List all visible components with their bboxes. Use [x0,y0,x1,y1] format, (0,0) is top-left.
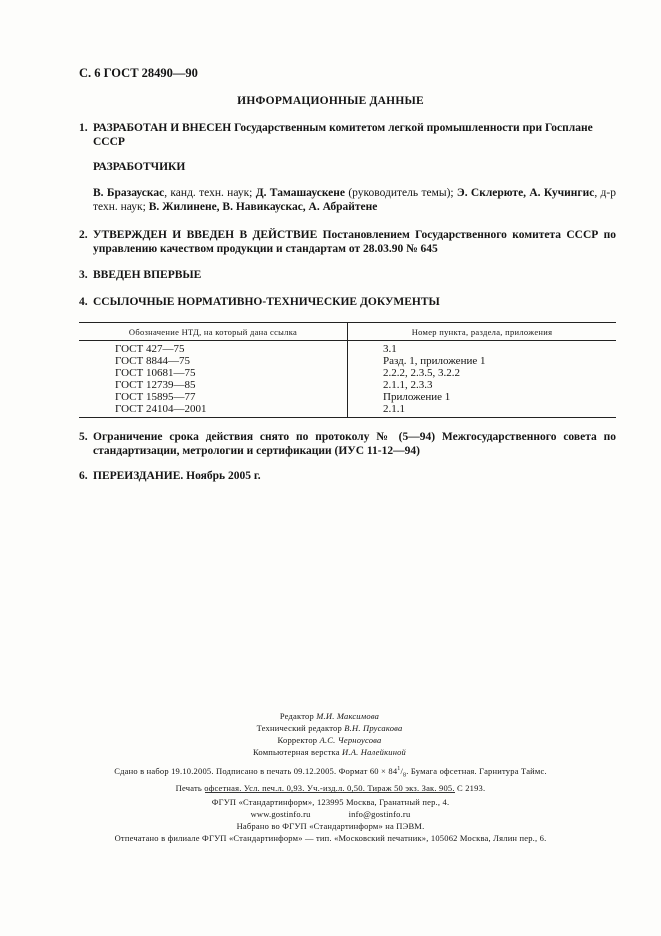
table-cell-designation: ГОСТ 427—75 [79,341,348,356]
developers-list [93,186,616,214]
imprint-divider [205,792,455,793]
section-text: ВВЕДЕН ВПЕРВЫЕ [93,269,202,281]
section-6 [79,469,616,483]
print-line-2: Печать офсетная. Усл. печ.л. 0,93. Уч.-изд.л. 0,50. Тираж 50 экз. Зак. 905. С 2193. [175,782,486,793]
table-cell-clause: Приложение 1 [383,391,451,403]
publisher-info [0,796,661,844]
section-number: 3. [79,269,88,281]
publisher-address: ФГУП «Стандартинформ», 123995 Москва, Гранатный пер., 4. [211,797,450,807]
developer-name: Д. Тамашаускене [255,187,345,199]
table-header-designation: Обозначение НТД, на который дана ссылка [79,323,348,341]
section-lead: УТВЕРЖДЕН И ВВЕДЕН В ДЕЙСТВИЕ [93,229,318,241]
credit-layout [0,746,660,758]
section-text: ПЕРЕИЗДАНИЕ. Ноябрь 2005 г. [93,470,261,482]
table-cell-clause: 2.2.2, 2.3.5, 3.2.2 [383,367,460,379]
section-number: 5. [79,431,88,443]
table-cell-designation: ГОСТ 24104—2001 [79,403,348,418]
editorial-credits [0,710,660,758]
print-line-1: Сдано в набор 19.10.2005. Подписано в печать 09.12.2005. Формат $60 \times 84^1/_8$. Бумага офсетная. Гарнитура Таймс. [114,765,547,779]
format-numerator: 1 [397,766,401,772]
section-3 [79,268,616,282]
print-data [0,763,661,794]
credit-person: В.Н. Прусакова [344,723,403,733]
website-link[interactable]: www.gostinfo.ru [250,809,311,819]
table-cell-designation: ГОСТ 12739—85 [79,379,348,391]
page-header: С. 6 ГОСТ 28490—90 [79,66,198,80]
credit-person: И.А. Налейкиной [342,747,407,757]
developer-name: В. Жилинене, В. Навикаускас, А. Абрайтене [148,201,378,213]
credit-corrector [0,734,660,746]
credit-person: М.И. Максимова [316,711,380,721]
publisher-web [0,808,661,820]
table-cell-clause: 3.1 [383,343,397,355]
credit-person: А.С. Черноусова [319,735,382,745]
developer-note: , канд. техн. наук; [164,187,256,199]
credit-tech-editor [0,722,660,734]
table-cell-clause: 2.1.1, 2.3.3 [383,379,433,391]
table-cell-designation: ГОСТ 10681—75 [79,367,348,379]
section-4 [79,295,616,309]
section-lead: РАЗРАБОТАН И ВНЕСЕН [93,122,232,134]
doc-title: ИНФОРМАЦИОННЫЕ ДАННЫЕ [237,95,424,107]
print-text: Сдано в набор 19.10.2005. Подписано в печать 09.12.2005. Формат 60 × 84 [114,765,398,776]
table-row [79,341,616,356]
section-text: Ограничение срока действия снято по протоколу № (5—94) Межгосударственного совета по стандартизации, метрологии и сертификации (ИУС 11-12—94) [93,431,616,457]
email-link[interactable]: info@gostinfo.ru [348,809,411,819]
table-row [79,367,616,379]
credit-label: Редактор [279,711,317,721]
table-row [79,355,616,367]
developer-name: Э. Склерюте, А. Кучингис [456,187,595,199]
format-denominator: 8 [403,772,407,779]
developer-name: В. Бразаускас [93,187,165,199]
table-row [79,379,616,391]
table-row [79,391,616,403]
section-number: 4. [79,296,88,308]
table-cell-clause: 2.1.1 [348,403,617,418]
credit-label: Технический редактор [256,723,345,733]
credit-label: Компьютерная верстка [252,747,343,757]
section-5 [79,430,616,458]
table-cell-clause: Разд. 1, приложение 1 [383,355,486,367]
developers-heading: РАЗРАБОТЧИКИ [93,161,186,173]
references-table [79,322,616,418]
table-cell-designation: ГОСТ 8844—75 [79,355,348,367]
credit-label: Корректор [277,735,320,745]
table-cell-designation: ГОСТ 15895—77 [79,391,348,403]
developer-note: (руководитель темы); [345,187,457,199]
section-number: 2. [79,229,88,241]
section-number: 6. [79,470,88,482]
print-text: . Бумага офсетная. Гарнитура Таймс. [406,765,547,776]
printing-note: Отпечатано в филиале ФГУП «Стандартинформ» — тип. «Московский печатник», 105062 Москва, Лялин пер., 6. [114,833,547,843]
table-row [79,403,616,418]
section-text: Государственным комитетом легкой промышленности при Госплане СССР [93,122,593,148]
section-number: 1. [79,122,88,134]
section-text: ССЫЛОЧНЫЕ НОРМАТИВНО-ТЕХНИЧЕСКИЕ ДОКУМЕНТЫ [93,296,440,308]
section-2 [79,228,616,256]
typesetting-note: Набрано во ФГУП «Стандартинформ» на ПЭВМ. [236,821,425,831]
section-1 [79,121,616,149]
developer-note: , д-р техн. наук; [93,187,616,213]
table-header-clause: Номер пункта, раздела, приложения [348,323,617,341]
credit-editor [0,710,660,722]
section-text: Постановлением Государственного комитета СССР по управлению качеством продукции и стандартам от 28.03.90 № 645 [93,229,616,255]
